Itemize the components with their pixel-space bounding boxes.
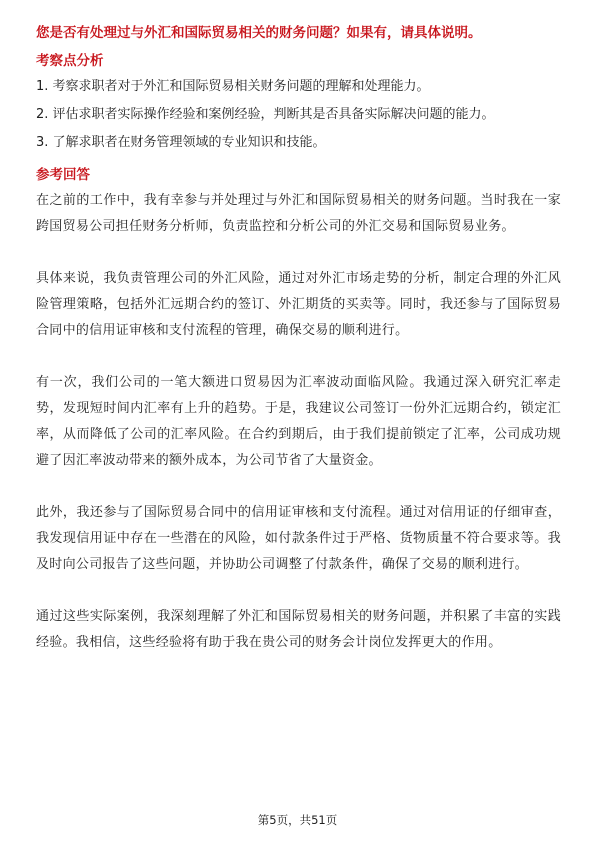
- analysis-points: [36, 76, 561, 154]
- analysis-title: 考察点分析: [36, 53, 104, 69]
- answer-paragraph: 具体来说，我负责管理公司的外汇风险，通过对外汇市场走势的分析，制定合理的外汇风险管理策略，包括外汇远期合约的签订、外汇期货的买卖等。同时，我还参与了国际贸易合同中的信用证审核和支付流程的管理，确保交易的顺利进行。: [36, 271, 561, 338]
- answer-paragraph: 此外，我还参与了国际贸易合同中的信用证审核和支付流程。通过对信用证的仔细审查，我发现信用证中存在一些潜在的风险，如付款条件过于严格、货物质量不符合要求等。我及时向公司报告了这些问题，并协助公司调整了付款条件，确保了交易的顺利进行。: [36, 505, 561, 572]
- document-page: [36, 22, 561, 656]
- analysis-point: 1. 考察求职者对于外汇和国际贸易相关财务问题的理解和处理能力。: [36, 79, 430, 94]
- analysis-point: 3. 了解求职者在财务管理领域的专业知识和技能。: [36, 135, 326, 150]
- answer-title: 参考回答: [36, 167, 90, 183]
- answer-paragraph: 在之前的工作中，我有幸参与并处理过与外汇和国际贸易相关的财务问题。当时我在一家跨国贸易公司担任财务分析师，负责监控和分析公司的外汇交易和国际贸易业务。: [36, 193, 561, 234]
- interview-question: 您是否有处理过与外汇和国际贸易相关的财务问题？如果有，请具体说明。: [36, 25, 482, 41]
- answer-paragraph: 通过这些实际案例，我深刻理解了外汇和国际贸易相关的财务问题，并积累了丰富的实践经验。我相信，这些经验将有助于我在贵公司的财务会计岗位发挥更大的作用。: [36, 609, 561, 650]
- analysis-point: 2. 评估求职者实际操作经验和案例经验，判断其是否具备实际解决问题的能力。: [36, 107, 495, 122]
- answer-paragraph: 有一次，我们公司的一笔大额进口贸易因为汇率波动面临风险。我通过深入研究汇率走势，发现短时间内汇率有上升的趋势。于是，我建议公司签订一份外汇远期合约，锁定汇率，从而降低了公司的汇率风险。在合约到期后，由于我们提前锁定了汇率，公司成功规避了因汇率波动带来的额外成本，为公司节省了大量资金。: [36, 375, 561, 468]
- answer-body: [36, 188, 561, 656]
- page-number-footer: 第5页，共51页: [257, 813, 338, 827]
